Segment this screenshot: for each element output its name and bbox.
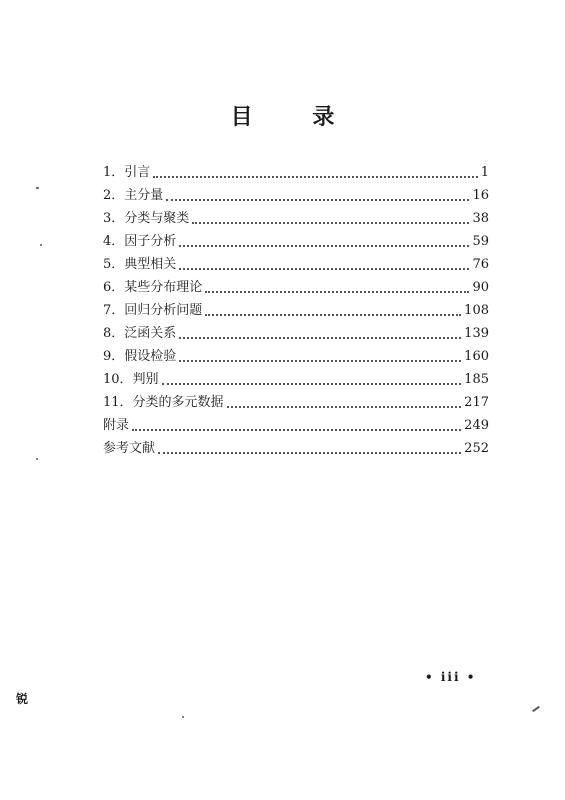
toc-entry-label: 4．因子分析 [103,234,177,249]
toc-entry [103,342,489,365]
toc-entry-page: 38 [472,211,489,226]
toc-entry-page: 252 [464,441,489,456]
scan-speck [532,706,540,712]
toc-entry-label: 2．主分量 [103,188,164,203]
toc-leader-dots [166,199,469,201]
toc-entry-page: 1 [480,165,489,180]
toc-entry-label: 参考文献 [103,441,156,456]
toc-entry-label: 3．分类与聚类 [103,211,190,226]
toc-entry-label: 1．引言 [103,165,151,180]
toc-entry-label: 6．某些分布理论 [103,280,203,295]
toc-entry [103,319,489,342]
page-number-folio: • iii • [425,670,477,684]
toc-entry-page: 16 [472,188,489,203]
toc-entry [103,158,489,181]
scan-speck [36,187,39,189]
toc-entry [103,181,489,204]
table-of-contents [103,158,489,457]
toc-entry [103,365,489,388]
page-title: 目 录 [230,104,361,130]
toc-entry-page: 108 [464,303,489,318]
toc-leader-dots [205,291,469,293]
toc-entry-page: 59 [472,234,489,249]
toc-leader-dots [205,314,461,316]
toc-entry [103,296,489,319]
toc-entry [103,204,489,227]
toc-entry-page: 90 [472,280,489,295]
toc-entry [103,227,489,250]
toc-leader-dots [179,268,469,270]
toc-entry-page: 76 [472,257,489,272]
toc-entry-label: 附录 [103,418,130,433]
toc-leader-dots [227,406,462,408]
toc-leader-dots [179,360,461,362]
toc-entry-page: 139 [464,326,489,341]
scan-speck [36,458,38,460]
toc-entry-label: 7．回归分析问题 [103,303,203,318]
corner-mark: 锐 [16,692,29,706]
toc-entry-page: 185 [464,372,489,387]
scan-speck [182,716,184,718]
toc-entry-page: 217 [464,395,489,410]
toc-entry [103,250,489,273]
toc-entry-label: 8．泛函关系 [103,326,177,341]
toc-leader-dots [153,176,477,178]
toc-entry [103,411,489,434]
toc-entry-label: 10．判别 [103,372,159,387]
scan-speck [40,244,42,246]
toc-entry [103,434,489,457]
toc-entry-label: 11．分类的多元数据 [103,395,224,410]
toc-leader-dots [162,383,462,385]
toc-entry-label: 9．假设检验 [103,349,177,364]
toc-entry [103,273,489,296]
toc-entry-page: 160 [464,349,489,364]
toc-leader-dots [179,245,469,247]
toc-leader-dots [192,222,469,224]
toc-entry-page: 249 [464,418,489,433]
toc-leader-dots [179,337,461,339]
toc-leader-dots [158,452,461,454]
toc-entry-label: 5．典型相关 [103,257,177,272]
toc-leader-dots [132,429,461,431]
toc-entry [103,388,489,411]
